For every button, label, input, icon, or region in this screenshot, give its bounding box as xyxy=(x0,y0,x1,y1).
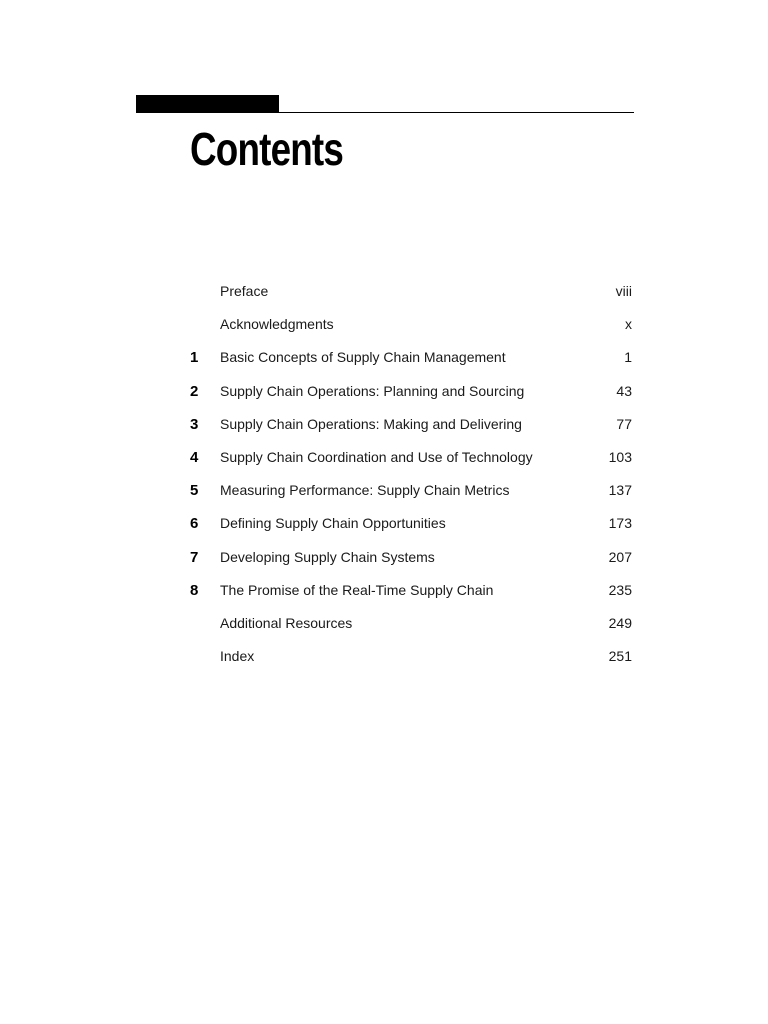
entry-title: Supply Chain Operations: Making and Delivering xyxy=(220,415,522,432)
toc-entry-chapter-8 xyxy=(190,574,634,607)
toc-entry-chapter-6 xyxy=(190,507,634,540)
chapter-number: 4 xyxy=(190,448,199,466)
entry-page-number: 251 xyxy=(608,648,632,665)
entry-title: Developing Supply Chain Systems xyxy=(220,548,435,565)
toc-entry-chapter-5 xyxy=(190,474,634,507)
toc-entry-chapter-7 xyxy=(190,541,634,574)
entry-title: The Promise of the Real-Time Supply Chain xyxy=(220,581,494,598)
entry-title: Measuring Performance: Supply Chain Metrics xyxy=(220,482,510,499)
chapter-number: 5 xyxy=(190,482,199,500)
header-rule-line xyxy=(279,112,634,113)
entry-title: Index xyxy=(220,648,255,665)
chapter-number: 6 xyxy=(190,515,199,533)
entry-title: Basic Concepts of Supply Chain Management xyxy=(220,349,506,366)
toc-entry-index xyxy=(190,640,634,673)
table-of-contents xyxy=(190,275,634,673)
toc-entry-additional-resources xyxy=(190,607,634,640)
chapter-number: 1 xyxy=(190,349,199,367)
entry-page-number: 173 xyxy=(608,515,632,532)
entry-page-number: viii xyxy=(615,283,632,299)
toc-entry-chapter-1 xyxy=(190,341,634,374)
toc-entry-preface xyxy=(190,275,634,308)
entry-title: Defining Supply Chain Opportunities xyxy=(220,515,446,532)
toc-entry-acknowledgments xyxy=(190,308,634,341)
entry-page-number: 207 xyxy=(608,548,632,565)
entry-page-number: 1 xyxy=(624,349,632,366)
entry-page-number: 43 xyxy=(616,382,632,399)
page-title: Contents xyxy=(190,123,344,175)
toc-entry-chapter-3 xyxy=(190,408,634,441)
entry-page-number: 77 xyxy=(616,415,632,432)
chapter-number: 3 xyxy=(190,415,199,433)
header-rule-bar xyxy=(136,95,279,113)
chapter-number: 7 xyxy=(190,548,199,566)
entry-title: Supply Chain Operations: Planning and Sourcing xyxy=(220,382,525,399)
entry-page-number: x xyxy=(625,316,632,333)
chapter-number: 8 xyxy=(190,581,199,599)
entry-page-number: 249 xyxy=(608,614,632,631)
entry-title: Additional Resources xyxy=(220,614,353,631)
entry-page-number: 235 xyxy=(608,581,632,598)
entry-page-number: 103 xyxy=(608,448,632,465)
chapter-number: 2 xyxy=(190,382,199,400)
toc-entry-chapter-4 xyxy=(190,441,634,474)
toc-entry-chapter-2 xyxy=(190,375,634,408)
entry-title: Supply Chain Coordination and Use of Technology xyxy=(220,448,533,465)
entry-title: Preface xyxy=(220,283,269,299)
entry-title: Acknowledgments xyxy=(220,316,334,333)
entry-page-number: 137 xyxy=(608,482,632,499)
